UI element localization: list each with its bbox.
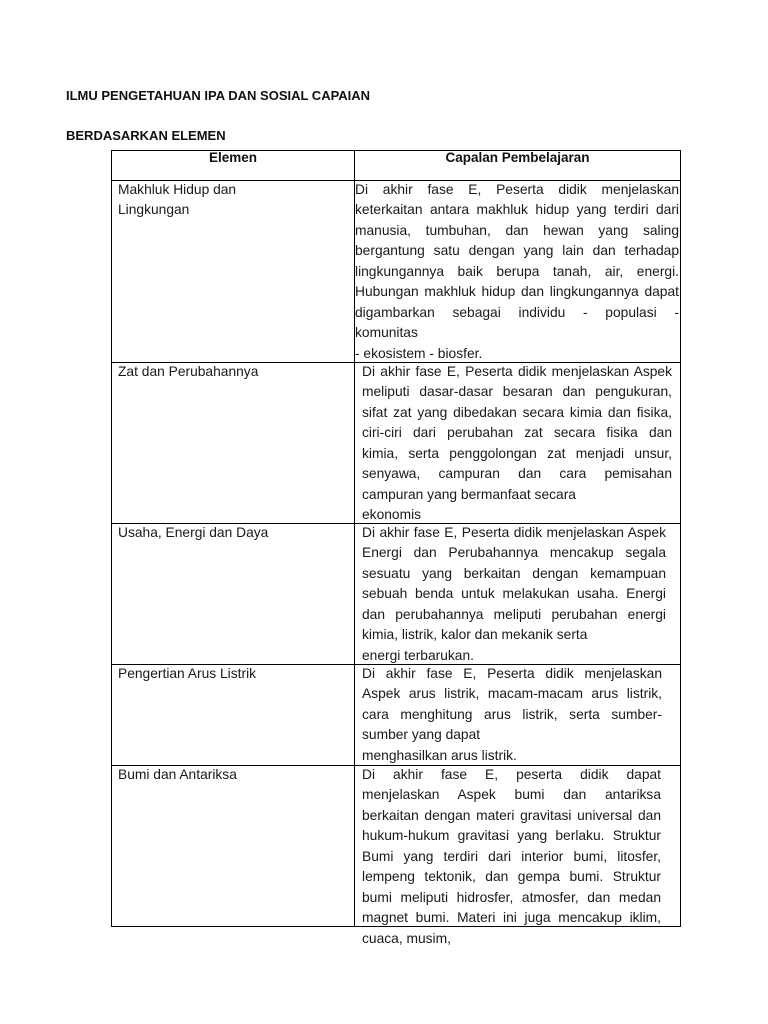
element-name-line: Bumi dan Antariksa — [118, 766, 237, 782]
outcome-line: sifat zat yang dibedakan secara kimia dan fisika, — [362, 404, 672, 420]
outcome-line: Di akhir fase E, Peserta didik menjelaskan — [355, 181, 679, 197]
outcome-line: digambarkan sebagai individu - populasi - — [355, 304, 679, 320]
outcome-line: Energi dan Perubahannya mencakup segala — [362, 545, 666, 560]
element-name-line: Pengertian Arus Listrik — [118, 665, 257, 681]
document-title: ILMU PENGETAHUAN IPA DAN SOSIAL CAPAIAN — [66, 88, 371, 103]
outcome-line: keterkaitan antara makhluk hidup yang terdiri dari — [355, 202, 679, 217]
outcome-line: senyawa, campuran dan cara pemisahan — [362, 466, 672, 481]
outcome-line: komunitas — [355, 325, 418, 340]
header-cell-outcome — [355, 151, 681, 181]
outcome-line: Di akhir fase E, peserta didik dapat — [362, 766, 661, 782]
outcome-text — [362, 765, 661, 950]
outcome-line: Di akhir fase E, Peserta didik menjelaskan Aspek — [362, 524, 666, 540]
elements-table — [111, 150, 681, 946]
outcome-line: sebuah benda untuk melakukan usaha. Energi — [362, 586, 666, 601]
outcome-line: lingkungannya baik berupa tanah, air, energi. — [355, 263, 679, 279]
element-name-line: Makhluk Hidup dan — [118, 181, 237, 197]
outcome-cell — [355, 181, 681, 363]
outcome-line: ciri-ciri dari perubahan zat secara fisika dan — [362, 425, 672, 440]
outcome-line: menghasilkan arus listrik. — [362, 747, 517, 763]
outcome-line: campuran yang bermanfaat secara — [362, 486, 576, 502]
header-cell-element — [112, 151, 355, 181]
outcome-text — [362, 523, 666, 667]
outcome-line: kimia, serta penggolongan zat menjadi unsur, — [362, 445, 672, 461]
outcome-line: magnet bumi. Materi ini juga mencakup iklim, — [362, 910, 661, 925]
outcome-line: menjelaskan Aspek bumi dan antariksa — [362, 787, 661, 802]
outcome-line: berkaitan dengan materi gravitasi universal dan — [362, 807, 661, 823]
outcome-cell — [355, 524, 681, 665]
outcome-line: - ekosistem - biosfer. — [355, 345, 483, 361]
element-name — [118, 664, 348, 685]
outcome-line: bumi meliputi hidrosfer, atmosfer, dan medan — [362, 889, 661, 905]
outcome-line: kimia, listrik, kalor dan mekanik serta — [362, 627, 588, 642]
element-name-line: Lingkungan — [118, 202, 190, 217]
outcome-line: meliputi dasar-dasar besaran dan pengukuran, — [362, 384, 672, 399]
outcome-line: dan perubahannya meliputi perubahan energi — [362, 606, 666, 622]
element-cell — [112, 766, 355, 927]
outcome-line: hukum-hukum gravitasi yang berlaku. Struktur — [362, 828, 661, 843]
header-label-element: Elemen — [208, 150, 258, 165]
outcome-cell — [355, 665, 681, 766]
outcome-line: lempeng tektonik, dan gempa bumi. Struktur — [362, 869, 661, 884]
outcome-line: ekonomis — [362, 507, 422, 522]
outcome-text — [362, 664, 662, 767]
outcome-cell — [355, 766, 681, 946]
outcome-line: energi terbarukan. — [362, 647, 474, 663]
outcome-line: sesuatu yang berkaitan dengan kemampuan — [362, 565, 666, 581]
element-name — [118, 523, 348, 544]
outcome-line: Hubungan makhluk hidup dan lingkungannya dapat — [355, 284, 679, 299]
table-row — [112, 524, 681, 665]
element-name-line: Usaha, Energi dan Daya — [118, 524, 269, 540]
document-subtitle: BERDASARKAN ELEMEN — [66, 128, 226, 143]
table-row — [112, 665, 681, 766]
outcome-line: cara menghitung arus listrik, serta sumber- — [362, 706, 662, 722]
outcome-cell — [355, 363, 681, 524]
element-name — [118, 180, 348, 221]
element-name — [118, 362, 348, 383]
element-name — [118, 765, 348, 786]
outcome-line: sumber yang dapat — [362, 727, 481, 742]
outcome-text — [362, 362, 672, 526]
element-cell — [112, 665, 355, 766]
element-cell — [112, 363, 355, 524]
outcome-line: cuaca, musim, — [362, 930, 451, 946]
outcome-line: Di akhir fase E, Peserta didik menjelaskan Aspek — [362, 363, 672, 379]
element-name-line: Zat dan Perubahannya — [118, 363, 259, 379]
table-header-row — [112, 151, 681, 181]
table-row — [112, 766, 681, 946]
outcome-line: bergantung satu dengan yang lain dan terhadap — [355, 243, 679, 258]
outcome-line: Bumi yang terdiri dari interior bumi, litosfer, — [362, 848, 661, 864]
element-cell — [112, 181, 355, 363]
table-row — [112, 181, 681, 363]
outcome-text — [355, 180, 679, 365]
header-label-outcome: Capalan Pembelajaran — [445, 150, 590, 165]
outcome-line: Aspek arus listrik, macam-macam arus listrik, — [362, 686, 662, 701]
outcome-line: Di akhir fase E, Peserta didik menjelaskan — [362, 665, 662, 681]
outcome-line: manusia, tumbuhan, dan hewan yang saling — [355, 222, 679, 238]
table-row — [112, 363, 681, 524]
element-cell — [112, 524, 355, 665]
